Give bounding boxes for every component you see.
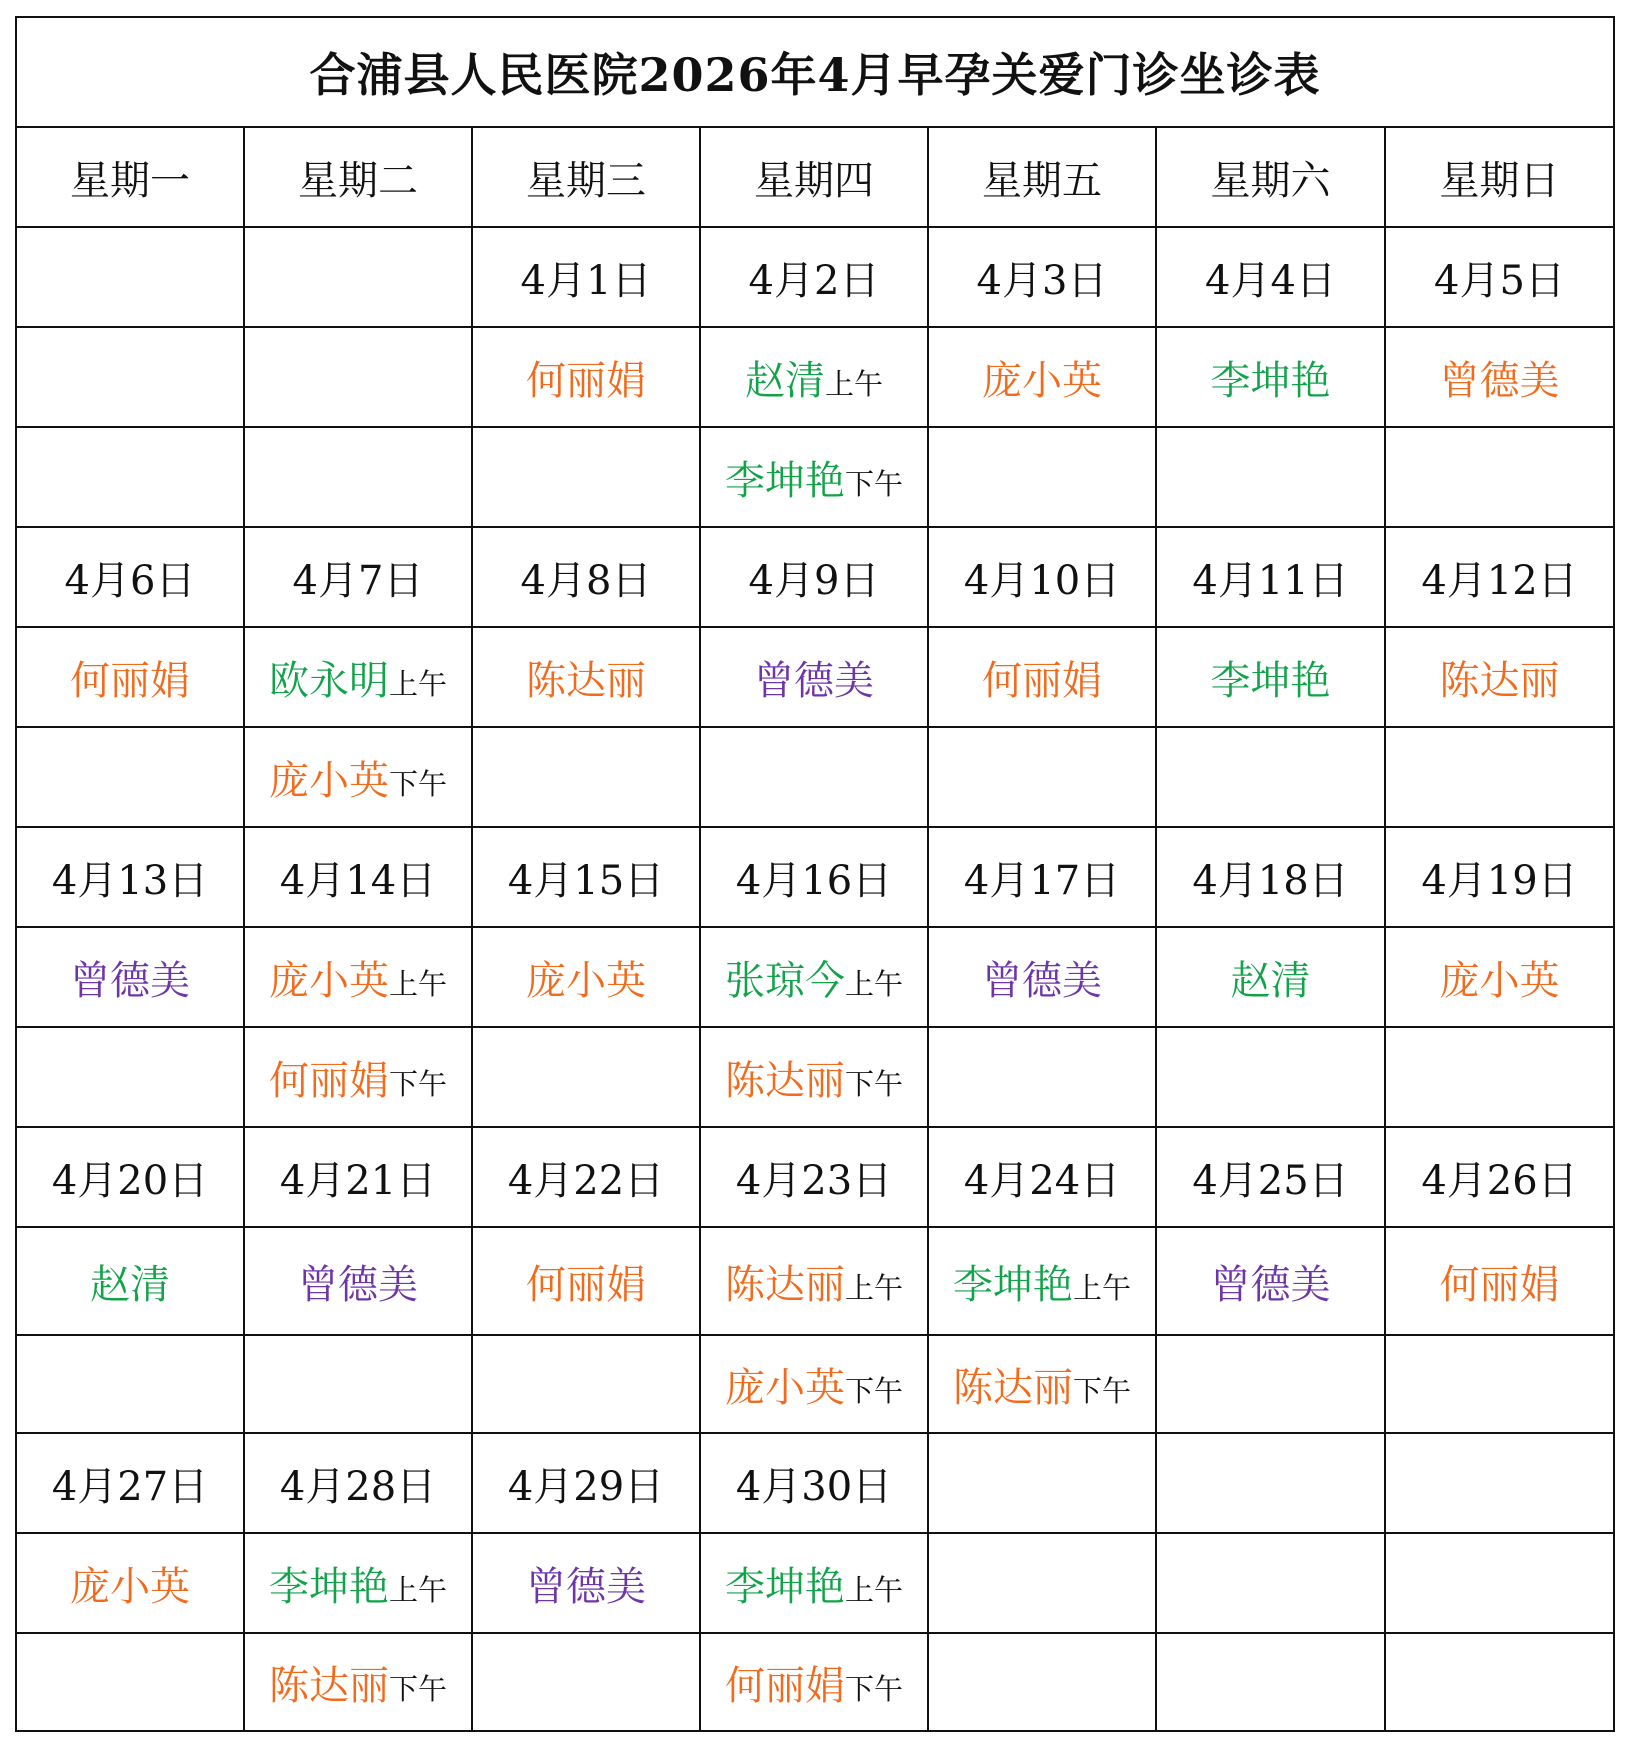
date-cell (16, 227, 244, 327)
doctor-row-secondary (16, 727, 1614, 827)
date-cell: 4月23日 (700, 1127, 928, 1227)
doctor-name: 李坤艳 (724, 457, 845, 504)
doctor-cell (1385, 1027, 1614, 1127)
weekday-header: 星期三 (472, 127, 700, 227)
doctor-cell (16, 327, 244, 427)
doctor-name: 曾德美 (754, 657, 874, 704)
doctor-name: 曾德美 (526, 1563, 646, 1610)
doctor-cell (928, 1533, 1156, 1633)
doctor-cell (244, 427, 472, 527)
shift-label: 下午 (844, 1671, 903, 1706)
date-cell: 4月8日 (472, 527, 700, 627)
doctor-cell (700, 1027, 928, 1127)
doctor-cell (1385, 1533, 1614, 1633)
doctor-cell (244, 1027, 472, 1127)
schedule-table (15, 16, 1615, 1732)
weekday-header: 星期四 (700, 127, 928, 227)
date-cell: 4月30日 (700, 1433, 928, 1533)
doctor-cell (244, 927, 472, 1027)
date-row (16, 1433, 1614, 1533)
doctor-name: 张琼今 (724, 957, 845, 1004)
shift-label: 下午 (1072, 1373, 1131, 1408)
doctor-cell (16, 727, 244, 827)
doctor-name: 何丽娟 (526, 357, 646, 404)
doctor-name: 欧永明 (268, 657, 389, 704)
shift-label: 下午 (844, 1373, 903, 1408)
doctor-name: 陈达丽 (724, 1261, 845, 1308)
doctor-cell (1156, 627, 1385, 727)
doctor-cell (1156, 727, 1385, 827)
doctor-cell (700, 1533, 928, 1633)
doctor-cell (1156, 427, 1385, 527)
doctor-cell (1385, 427, 1614, 527)
doctor-cell (244, 1633, 472, 1731)
doctor-cell (700, 627, 928, 727)
date-cell: 4月29日 (472, 1433, 700, 1533)
doctor-cell (16, 1335, 244, 1433)
doctor-cell (16, 927, 244, 1027)
date-cell: 4月3日 (928, 227, 1156, 327)
date-cell: 4月26日 (1385, 1127, 1614, 1227)
date-cell: 4月7日 (244, 527, 472, 627)
date-cell: 4月15日 (472, 827, 700, 927)
date-cell: 4月10日 (928, 527, 1156, 627)
shift-label: 上午 (388, 1572, 447, 1607)
weekday-header: 星期一 (16, 127, 244, 227)
date-cell: 4月9日 (700, 527, 928, 627)
date-cell: 4月4日 (1156, 227, 1385, 327)
doctor-cell (472, 1227, 700, 1335)
doctor-name: 陈达丽 (268, 1662, 389, 1709)
doctor-cell (1385, 627, 1614, 727)
date-cell: 4月13日 (16, 827, 244, 927)
doctor-name: 曾德美 (982, 957, 1102, 1004)
shift-label: 上午 (844, 1572, 903, 1607)
date-cell: 4月5日 (1385, 227, 1614, 327)
doctor-cell (16, 627, 244, 727)
doctor-cell (928, 927, 1156, 1027)
doctor-name: 李坤艳 (952, 1261, 1073, 1308)
shift-label: 下午 (388, 766, 447, 801)
doctor-cell (928, 427, 1156, 527)
shift-label: 下午 (388, 1066, 447, 1101)
doctor-cell (1156, 1335, 1385, 1433)
doctor-cell (700, 727, 928, 827)
doctor-name: 陈达丽 (952, 1364, 1073, 1411)
doctor-name: 庞小英 (268, 957, 389, 1004)
date-cell: 4月24日 (928, 1127, 1156, 1227)
doctor-cell (244, 627, 472, 727)
doctor-cell (472, 1335, 700, 1433)
doctor-cell (928, 327, 1156, 427)
doctor-cell (16, 427, 244, 527)
doctor-cell (1156, 1227, 1385, 1335)
doctor-cell (700, 427, 928, 527)
doctor-name: 何丽娟 (268, 1057, 389, 1104)
shift-label: 上午 (388, 966, 447, 1001)
doctor-row-primary (16, 1227, 1614, 1335)
doctor-name: 曾德美 (70, 957, 190, 1004)
doctor-name: 何丽娟 (70, 657, 190, 704)
title-row (16, 17, 1614, 127)
date-cell: 4月21日 (244, 1127, 472, 1227)
doctor-name: 李坤艳 (1210, 657, 1331, 704)
doctor-cell (472, 727, 700, 827)
page-title: 合浦县人民医院2026年4月早孕关爱门诊坐诊表 (16, 17, 1614, 127)
doctor-cell (1385, 1335, 1614, 1433)
date-cell: 4月2日 (700, 227, 928, 327)
doctor-cell (700, 1227, 928, 1335)
doctor-name: 庞小英 (724, 1364, 845, 1411)
weekday-header: 星期五 (928, 127, 1156, 227)
date-cell: 4月19日 (1385, 827, 1614, 927)
doctor-name: 赵清 (1230, 957, 1311, 1004)
date-cell: 4月25日 (1156, 1127, 1385, 1227)
doctor-cell (244, 727, 472, 827)
doctor-cell (1156, 1027, 1385, 1127)
doctor-name: 曾德美 (298, 1261, 418, 1308)
doctor-cell (700, 927, 928, 1027)
doctor-cell (1385, 727, 1614, 827)
date-row (16, 1127, 1614, 1227)
date-cell: 4月17日 (928, 827, 1156, 927)
shift-label: 下午 (388, 1671, 447, 1706)
date-cell (928, 1433, 1156, 1533)
date-cell: 4月28日 (244, 1433, 472, 1533)
doctor-cell (244, 1227, 472, 1335)
doctor-cell (928, 1027, 1156, 1127)
doctor-name: 何丽娟 (1439, 1261, 1560, 1308)
doctor-cell (700, 1633, 928, 1731)
weekday-header: 星期二 (244, 127, 472, 227)
doctor-name: 陈达丽 (724, 1057, 845, 1104)
doctor-name: 何丽娟 (526, 1261, 646, 1308)
doctor-name: 曾德美 (1210, 1261, 1331, 1308)
shift-label: 上午 (388, 666, 447, 701)
doctor-cell (928, 1227, 1156, 1335)
date-cell: 4月20日 (16, 1127, 244, 1227)
doctor-row-primary (16, 927, 1614, 1027)
doctor-row-primary (16, 1533, 1614, 1633)
doctor-cell (700, 327, 928, 427)
shift-label: 上午 (844, 966, 903, 1001)
doctor-name: 庞小英 (70, 1563, 190, 1610)
weekday-header: 星期六 (1156, 127, 1385, 227)
date-cell: 4月1日 (472, 227, 700, 327)
doctor-cell (16, 1027, 244, 1127)
doctor-cell (472, 1533, 700, 1633)
doctor-cell (472, 1633, 700, 1731)
doctor-cell (1385, 1227, 1614, 1335)
date-cell: 4月22日 (472, 1127, 700, 1227)
doctor-cell (1385, 327, 1614, 427)
date-row (16, 827, 1614, 927)
shift-label: 下午 (844, 1066, 903, 1101)
doctor-cell (244, 327, 472, 427)
weekday-header: 星期日 (1385, 127, 1614, 227)
doctor-cell (1156, 327, 1385, 427)
doctor-row-secondary (16, 1335, 1614, 1433)
doctor-cell (16, 1533, 244, 1633)
doctor-cell (928, 1633, 1156, 1731)
doctor-name: 庞小英 (268, 757, 389, 804)
doctor-name: 何丽娟 (724, 1662, 845, 1709)
doctor-cell (928, 1335, 1156, 1433)
doctor-cell (928, 727, 1156, 827)
doctor-name: 李坤艳 (1210, 357, 1331, 404)
date-row (16, 227, 1614, 327)
doctor-name: 李坤艳 (724, 1563, 845, 1610)
doctor-name: 庞小英 (526, 957, 646, 1004)
doctor-cell (16, 1227, 244, 1335)
date-cell: 4月18日 (1156, 827, 1385, 927)
doctor-cell (472, 1027, 700, 1127)
doctor-cell (1156, 1533, 1385, 1633)
doctor-cell (472, 327, 700, 427)
doctor-row-secondary (16, 427, 1614, 527)
doctor-cell (244, 1533, 472, 1633)
doctor-row-secondary (16, 1027, 1614, 1127)
shift-label: 下午 (844, 466, 903, 501)
doctor-cell (928, 627, 1156, 727)
doctor-name: 赵清 (744, 357, 825, 404)
doctor-cell (700, 1335, 928, 1433)
doctor-name: 陈达丽 (1439, 657, 1560, 704)
date-cell: 4月11日 (1156, 527, 1385, 627)
date-cell (244, 227, 472, 327)
doctor-cell (1385, 1633, 1614, 1731)
date-cell: 4月27日 (16, 1433, 244, 1533)
doctor-cell (244, 1335, 472, 1433)
doctor-name: 李坤艳 (268, 1563, 389, 1610)
doctor-name: 庞小英 (982, 357, 1102, 404)
date-cell (1385, 1433, 1614, 1533)
doctor-row-primary (16, 627, 1614, 727)
doctor-cell (472, 927, 700, 1027)
doctor-row-secondary (16, 1633, 1614, 1731)
date-cell: 4月6日 (16, 527, 244, 627)
doctor-cell (472, 627, 700, 727)
schedule-body (16, 17, 1614, 1731)
weekday-header-row (16, 127, 1614, 227)
date-cell: 4月16日 (700, 827, 928, 927)
date-cell: 4月12日 (1385, 527, 1614, 627)
doctor-name: 庞小英 (1439, 957, 1560, 1004)
date-row (16, 527, 1614, 627)
doctor-cell (1385, 927, 1614, 1027)
doctor-name: 曾德美 (1439, 357, 1560, 404)
date-cell (1156, 1433, 1385, 1533)
date-cell: 4月14日 (244, 827, 472, 927)
shift-label: 上午 (844, 1270, 903, 1305)
doctor-cell (1156, 1633, 1385, 1731)
doctor-row-primary (16, 327, 1614, 427)
shift-label: 上午 (824, 366, 883, 401)
doctor-cell (1156, 927, 1385, 1027)
doctor-name: 何丽娟 (982, 657, 1102, 704)
shift-label: 上午 (1072, 1270, 1131, 1305)
doctor-cell (472, 427, 700, 527)
doctor-name: 陈达丽 (526, 657, 646, 704)
doctor-name: 赵清 (90, 1261, 170, 1308)
doctor-cell (16, 1633, 244, 1731)
